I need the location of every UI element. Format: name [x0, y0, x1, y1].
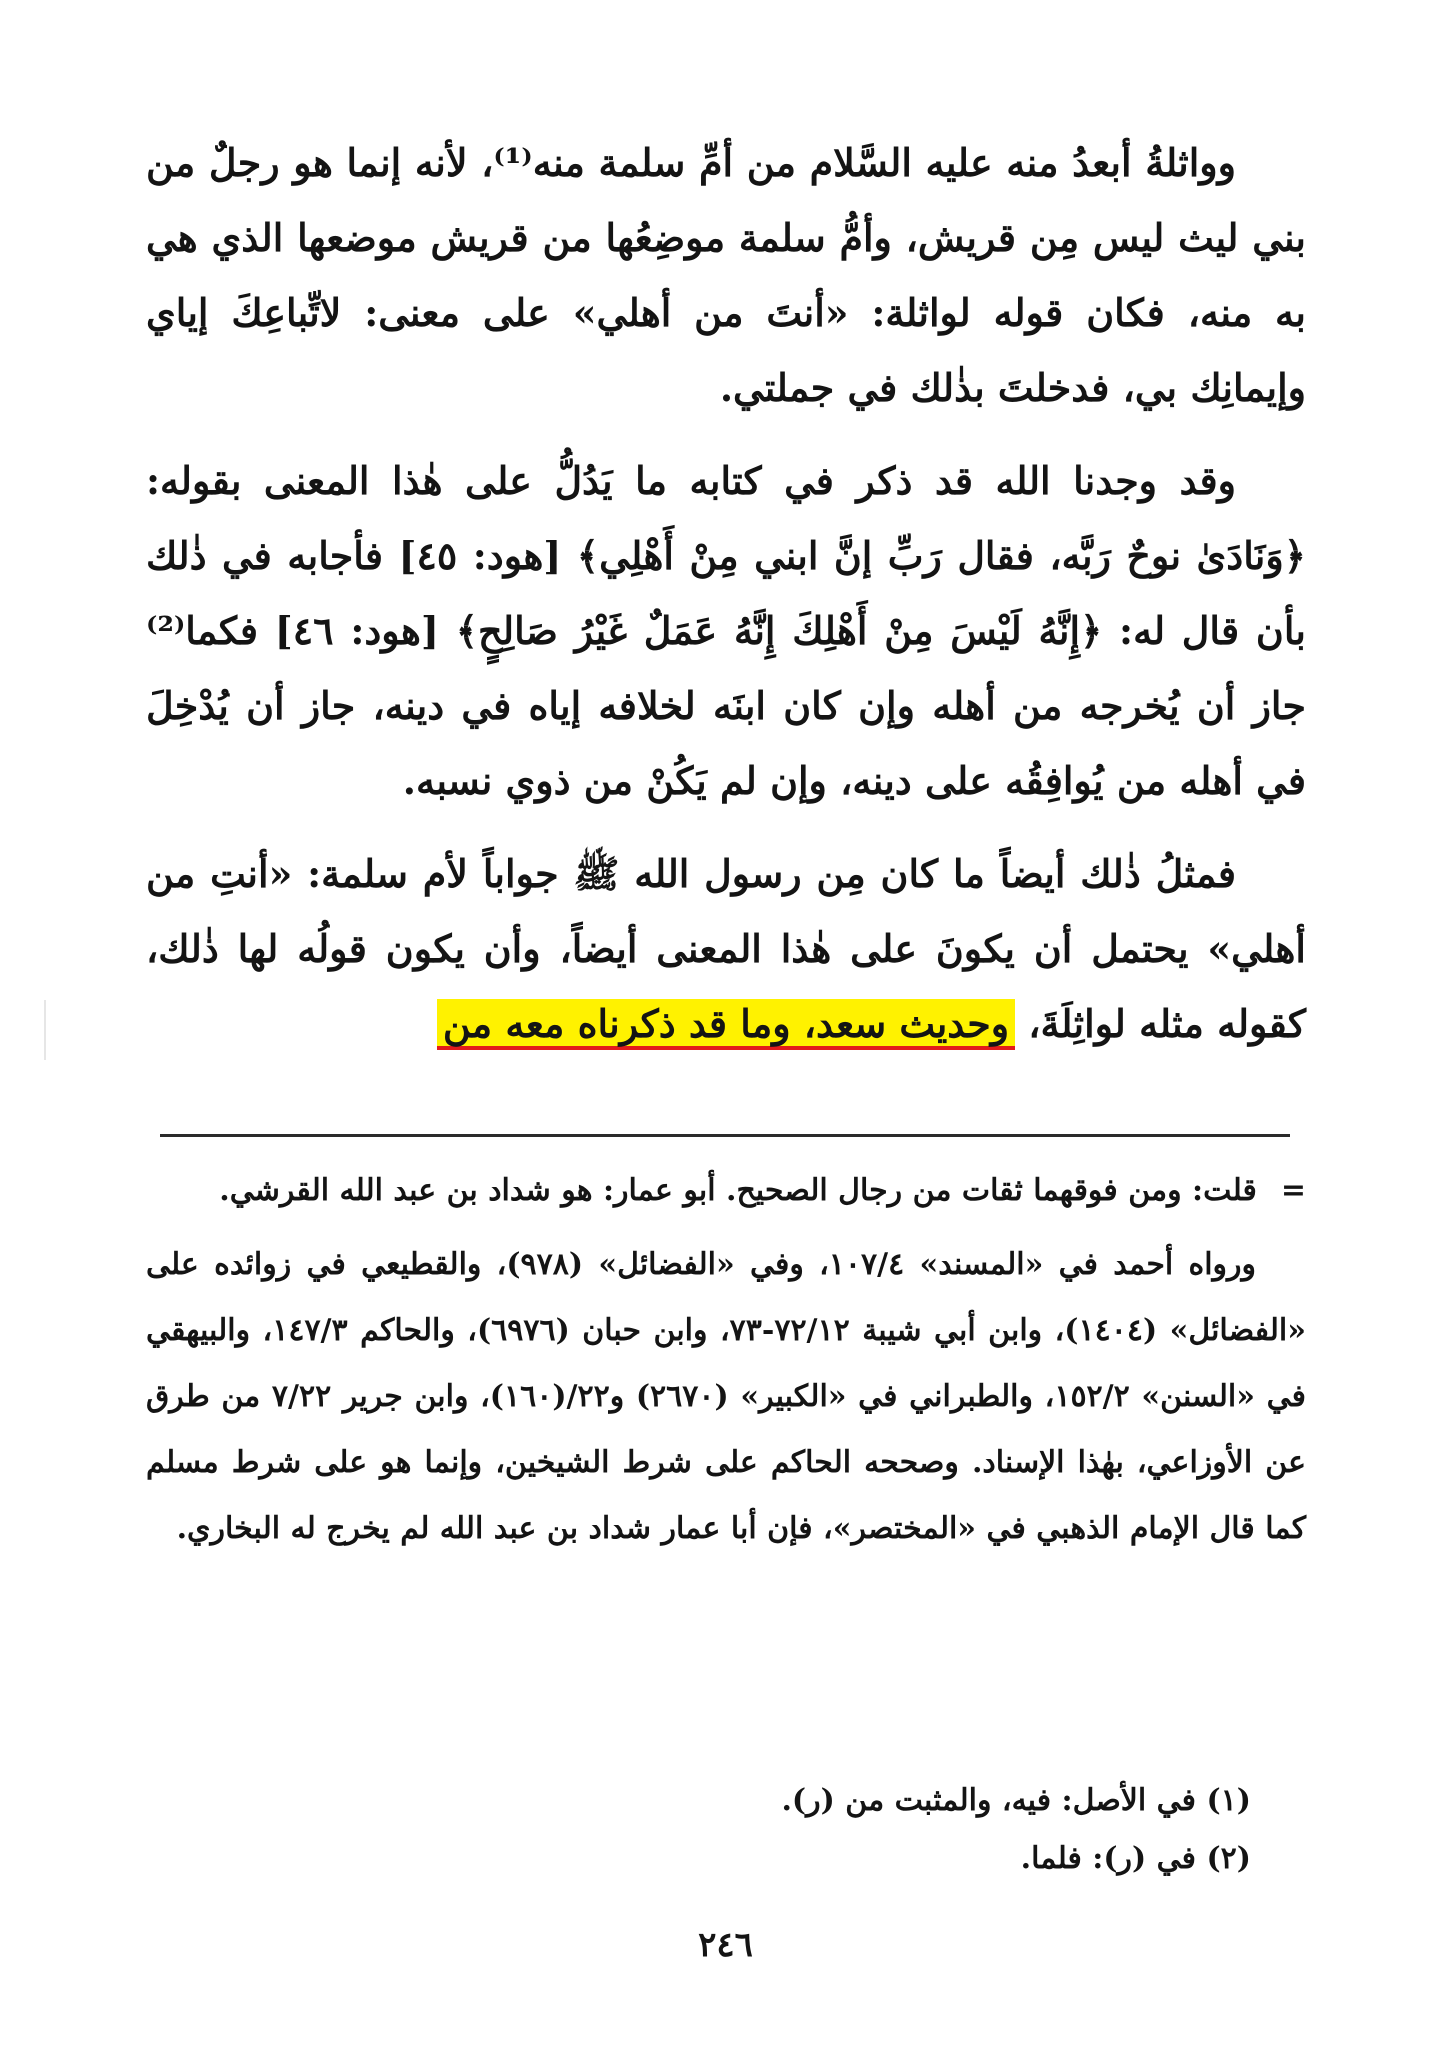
main-text [146, 125, 1306, 1061]
main-paragraph-3 [146, 836, 1306, 1061]
page-number: ٢٤٦ [698, 1925, 753, 1965]
main-paragraph-3-text: فمثلُ ذٰلك أيضاً ما كان مِن رسول الله ﷺ جواباً لأم سلمة: «أنتِ من أهلي» يحتمل أن يكونَ على هٰذا المعنى أيضاً، وأن يكون قولُه لها ذٰلك، كقوله مثله لواثِلَةَ، [146, 851, 1306, 1046]
notes-section [146, 1158, 1306, 1570]
footnote-separator-line [160, 1134, 1290, 1137]
main-paragraph-1: وواثلةُ أبعدُ منه عليه السَّلام من أمِّ سلمة منه⁽¹⁾، لأنه إنما هو رجلٌ من بني ليث ليس مِن قريش، وأمُّ سلمة موضِعُها من قريش موضعها الذي هي به منه، فكان قوله لواثلة: «أنتَ من أهلي» على معنى: لاتِّباعِكَ إياي وإيمانِك بي، فدخلتَ بذٰلك في جملتي. [146, 140, 1306, 410]
footnote-2: (٢) في (ر): فلما. [1020, 1841, 1251, 1876]
highlighted-phrase: وحديث سعد، وما قد ذكرناه معه من [437, 999, 1015, 1050]
note-takhrij: ورواه أحمد في «المسند» ١٠٧/٤، وفي «الفضائل» (٩٧٨)، والقطيعي في زوائده على «الفضائل» (١٤٠٤)، وابن أبي شيبة ٧٢/١٢-٧٣، وابن حبان (٦٩٧٦)، والحاكم ١٤٧/٣، والبيهقي في «السنن» ١٥٢/٢، والطبراني في «الكبير» (٢٦٧٠) و٢٢/(١٦٠)، وابن جرير ٧/٢٢ من طرق عن الأوزاعي، بهٰذا الإسناد. وصححه الحاكم على شرط الشيخين، وإنما هو على شرط مسلم كما قال الإمام الذهبي في «المختصر»، فإن أبا عمار شداد بن عبد الله لم يخرج له البخاري. [146, 1247, 1307, 1546]
scan-edge-mark [44, 1000, 46, 1060]
main-paragraph-2: وقد وجدنا الله قد ذكر في كتابه ما يَدُلُّ على هٰذا المعنى بقوله: ﴿وَنَادَىٰ نوحٌ رَبَّه، فقال رَبِّ إنَّ ابني مِنْ أَهْلِي﴾ [هود: ٤٥] فأجابه في ذٰلك بأن قال له: ﴿إِنَّهُ لَيْسَ مِنْ أَهْلِكَ إِنَّهُ عَمَلٌ غَيْرُ صَالِحٍ﴾ [هود: ٤٦] فكما⁽²⁾ جاز أن يُخرجه من أهله وإن كان ابنَه لخلافه إياه في دينه، جاز أن يُدْخِلَ في أهله من يُوافِقُه على دينه، وإن لم يَكُنْ من ذوي نسبه. [146, 458, 1306, 803]
footnote-1: (١) في الأصل: فيه، والمثبت من (ر). [781, 1783, 1251, 1818]
note-continuation: = قلت: ومن فوقهما ثقات من رجال الصحيح. أبو عمار: هو شداد بن عبد الله القرشي. [146, 1158, 1306, 1224]
footnotes-list [151, 1772, 1251, 1888]
